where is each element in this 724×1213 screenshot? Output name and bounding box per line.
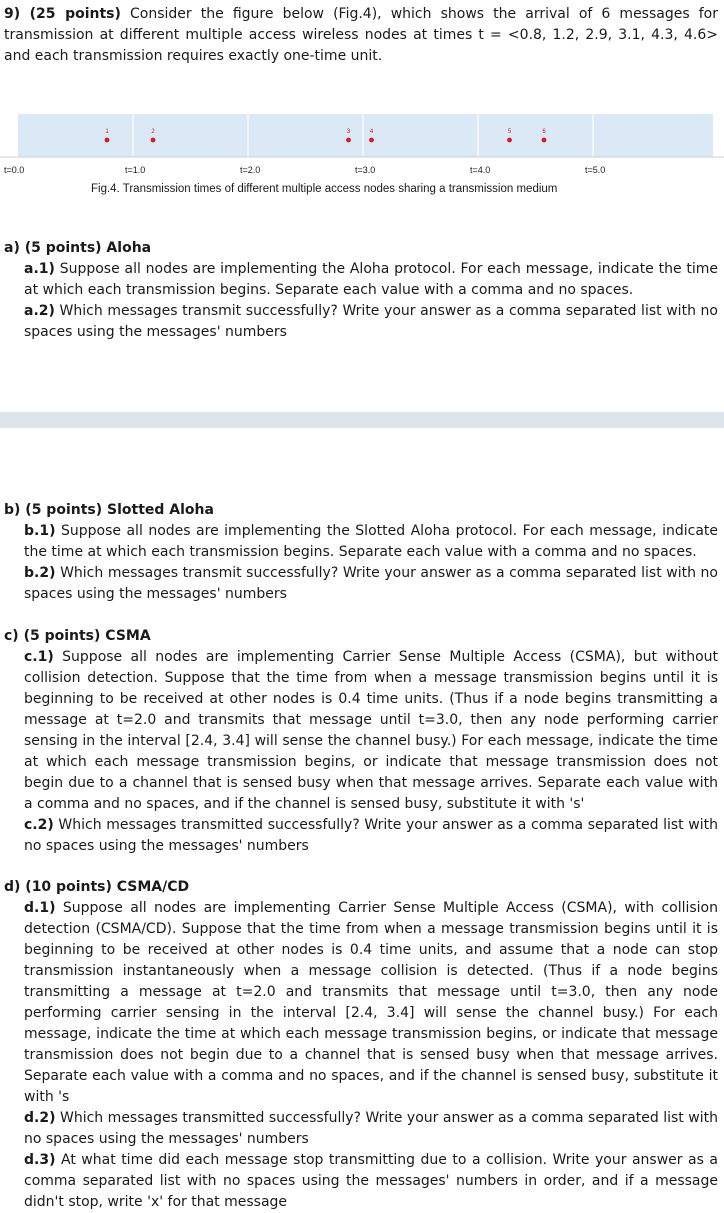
message-label: 4 [369, 129, 374, 135]
d3-text: At what time did each message stop transmitting due to a collision. Write your answer as a comma separated list with no spaces using the messages' numbers in order, and if a message didn't stop, write 'x' for that message [24, 1152, 718, 1210]
b2-label: b.2) [24, 565, 56, 581]
c1-text: Suppose all nodes are implementing Carrier Sense Multiple Access (CSMA), but without collision detection. Suppose that the time from when a message transmission begins until it is beginning to be received at other nodes is 0.4 time units. (Thus if a node begins transmitting a message at t=2.0 and transmits that message until t=3.0, then any node performing carrier sensing in the interval [2.4, 3.4] will sense the channel busy.) For each message, indicate the time at which each message transmission begins, or indicate that message transmission does not begin due to a channel that is sensed busy when that message arrives. Separate each value with a comma and no spaces, and if the channel is sensed busy, substitute it with 's' [24, 649, 719, 812]
message-dot [105, 138, 110, 143]
section-c [4, 626, 718, 857]
question-a1 [4, 259, 718, 301]
question-b2 [4, 563, 718, 605]
question-d2 [4, 1108, 718, 1150]
b1-text: Suppose all nodes are implementing the Slotted Aloha protocol. For each message, indicate the time at which each transmission begins. Separate each value with a comma and no spaces. [24, 523, 718, 560]
message-label: 6 [542, 129, 546, 135]
tick-label: t=3.0 [355, 165, 376, 175]
question-b1 [4, 521, 718, 563]
d1-label: d.1) [24, 900, 56, 916]
tick-label: t=1.0 [125, 165, 146, 175]
section-a-title: a) (5 points) Aloha [4, 240, 152, 256]
message-dot [507, 138, 512, 143]
c1-label: c.1) [24, 649, 54, 665]
b2-text: Which messages transmit successfully? Write your answer as a comma separated list with no spaces using the messages' numbers [24, 565, 718, 602]
question-a2 [4, 301, 718, 343]
section-d-title: d) (10 points) CSMA/CD [4, 879, 190, 895]
message-dot [151, 138, 156, 143]
d2-label: d.2) [24, 1110, 56, 1126]
section-d [4, 877, 718, 1213]
section-b [4, 500, 718, 605]
timeline-figure [0, 112, 724, 198]
message-dot [542, 138, 547, 143]
a1-text: Suppose all nodes are implementing the Aloha protocol. For each message, indicate the time at which each transmission begins. Separate each value with a comma and no spaces. [24, 261, 718, 298]
message-label: 3 [346, 129, 351, 135]
question-c1 [4, 647, 718, 815]
d2-text: Which messages transmitted successfully? Write your answer as a comma separated list with no spaces using the messages' numbers [24, 1110, 719, 1147]
message-dot [346, 138, 351, 143]
tick-label: t=4.0 [470, 165, 491, 175]
question-d3 [4, 1150, 718, 1213]
d3-label: d.3) [24, 1152, 56, 1168]
a2-label: a.2) [24, 303, 55, 319]
message-dot [369, 138, 374, 143]
tick-label: t=2.0 [240, 165, 261, 175]
section-a [4, 238, 718, 343]
message-label: 2 [151, 129, 155, 135]
question-intro [4, 4, 718, 67]
c2-label: c.2) [24, 817, 54, 833]
timeline-band [18, 114, 713, 157]
question-text: Consider the figure below (Fig.4), which shows the arrival of 6 messages for transmission at different multiple access wireless nodes at times t = <0.8, 1.2, 2.9, 3.1, 4.3, 4.6> and each transmission requires exactly one-time unit. [4, 6, 718, 64]
section-b-title: b) (5 points) Slotted Aloha [4, 502, 214, 518]
figure-caption: Fig.4. Transmission times of different multiple access nodes sharing a transmission medium [91, 183, 558, 195]
question-label: 9) (25 points) [4, 6, 121, 22]
a1-label: a.1) [24, 261, 55, 277]
a2-text: Which messages transmit successfully? Write your answer as a comma separated list with no spaces using the messages' numbers [24, 303, 718, 340]
c2-text: Which messages transmitted successfully? Write your answer as a comma separated list with no spaces using the messages' numbers [24, 817, 718, 854]
section-c-title: c) (5 points) CSMA [4, 628, 151, 644]
tick-label: t=0.0 [4, 165, 25, 175]
d1-text: Suppose all nodes are implementing Carrier Sense Multiple Access (CSMA), with collision detection (CSMA/CD). Suppose that the time from when a message transmission begins until it is beginning to be received at other nodes is 0.4 time units, and assume that a node can stop transmission instantaneously when a message collision is detected. (Thus if a node begins transmitting a message at t=2.0 and transmits that message until t=3.0, then any node performing carrier sensing in the interval [2.4, 3.4] will sense the channel busy.) For each message, indicate the time at which each message transmission begins, or indicate that message transmission does not begin due to a channel that is sensed busy when that message arrives. Separate each value with a comma and no spaces, and if the channel is sensed busy, substitute it with 's [24, 900, 718, 1105]
tick-label: t=5.0 [585, 165, 606, 175]
question-d1 [4, 898, 718, 1108]
answer-divider [0, 412, 724, 428]
b1-label: b.1) [24, 523, 56, 539]
message-label: 1 [105, 129, 109, 135]
question-c2 [4, 815, 718, 857]
message-label: 5 [507, 129, 512, 135]
